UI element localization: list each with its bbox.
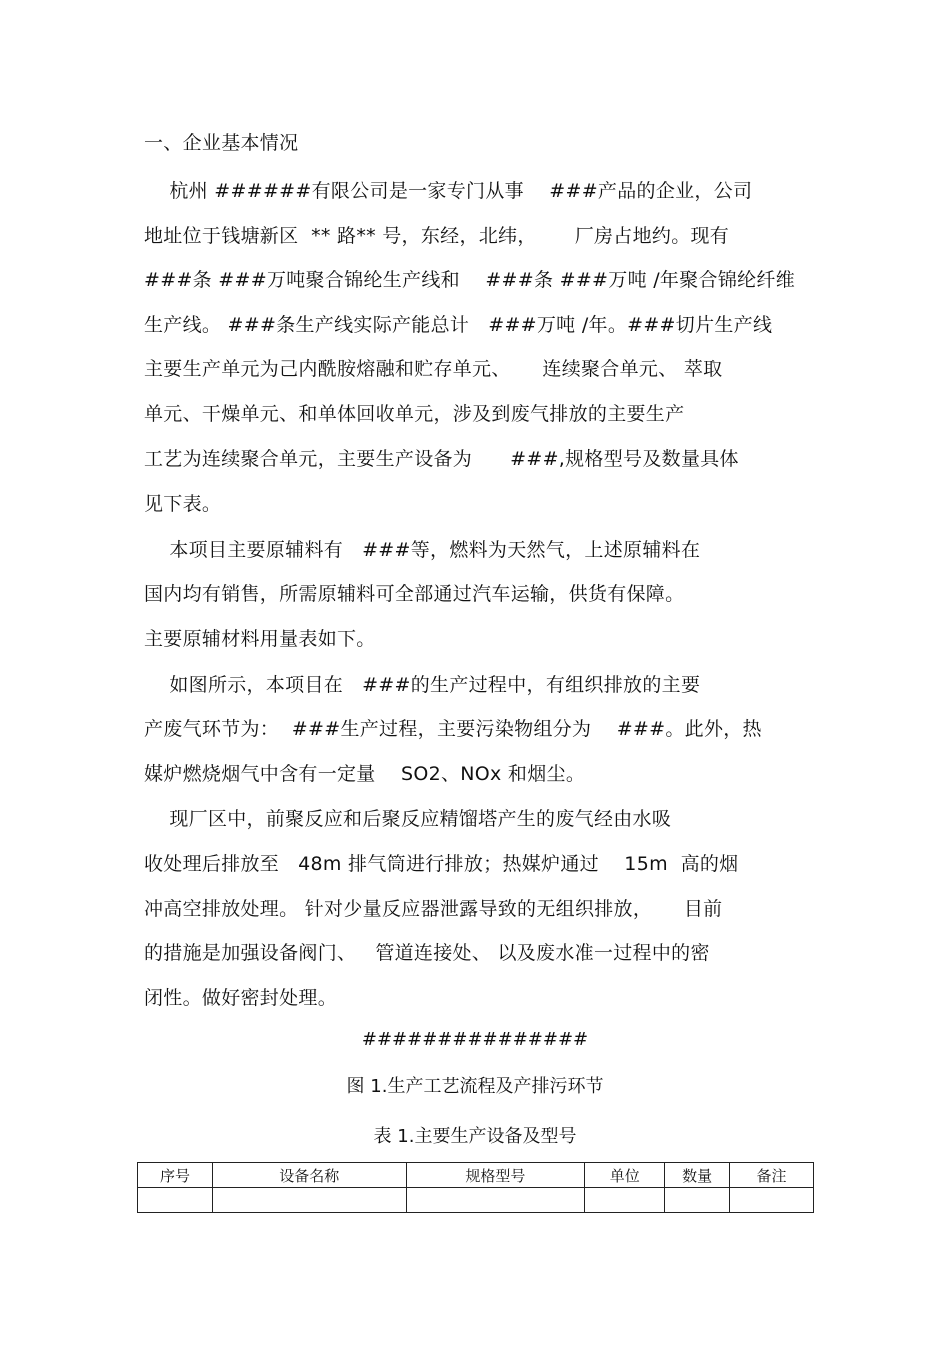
- paragraph-line: 国内均有销售，所需原辅料可全部通过汽车运输，供货有保障。: [144, 583, 685, 605]
- paragraph-line: 收处理后排放至 48m 排气筒进行排放；热媒炉通过 15m 高的烟: [144, 853, 739, 875]
- paragraph-line: ###条 ###万吨聚合锦纶生产线和 ###条 ###万吨 /年聚合锦纶纤维: [144, 269, 796, 291]
- paragraph-line: 产废气环节为： ###生产过程，主要污染物组分为 ###。此外，热: [144, 718, 762, 740]
- paragraph-line: 地址位于钱塘新区 ** 路** 号，东经，北纬， 厂房占地约。现有: [144, 225, 730, 247]
- figure-placeholder: ###############: [361, 1029, 589, 1050]
- table-header-cell: 设备名称: [212, 1163, 406, 1188]
- table-row: [138, 1188, 814, 1213]
- paragraph-line: 杭州 ######有限公司是一家专门从事 ###产品的企业，公司: [144, 180, 753, 202]
- section-heading: 一、企业基本情况: [144, 132, 299, 154]
- table-header-row: [138, 1163, 814, 1188]
- paragraph-line: 如图所示，本项目在 ###的生产过程中，有组织排放的主要: [144, 674, 701, 696]
- paragraph-line: 主要原辅材料用量表如下。: [144, 628, 376, 650]
- paragraph-line: 主要生产单元为己内酰胺熔融和贮存单元、 连续聚合单元、 萃取: [144, 358, 723, 380]
- paragraph-line: 生产线。 ###条生产线实际产能总计 ###万吨 /年。###切片生产线: [144, 314, 773, 336]
- table-header-cell: 备注: [730, 1163, 814, 1188]
- figure-caption: 图 1.生产工艺流程及产排污环节: [346, 1076, 604, 1097]
- table-cell: [585, 1188, 665, 1213]
- paragraph-line: 闭性。做好密封处理。: [144, 987, 338, 1009]
- table-caption: 表 1.主要生产设备及型号: [373, 1126, 577, 1147]
- paragraph-line: 冲高空排放处理。 针对少量反应器泄露导致的无组织排放， 目前: [144, 898, 723, 920]
- table-cell: [730, 1188, 814, 1213]
- table-header-cell: 序号: [138, 1163, 213, 1188]
- table-header-cell: 单位: [585, 1163, 665, 1188]
- table-cell: [665, 1188, 730, 1213]
- paragraph-line: 的措施是加强设备阀门、 管道连接处、 以及废水准一过程中的密: [144, 942, 710, 964]
- paragraph-line: 本项目主要原辅料有 ###等，燃料为天然气，上述原辅料在: [144, 539, 701, 561]
- table-header-cell: 规格型号: [406, 1163, 585, 1188]
- table-cell: [138, 1188, 213, 1213]
- table-header-cell: 数量: [665, 1163, 730, 1188]
- table-cell: [406, 1188, 585, 1213]
- table-cell: [212, 1188, 406, 1213]
- equipment-table: [137, 1162, 814, 1213]
- paragraph-line: 见下表。: [144, 493, 222, 515]
- paragraph-line: 工艺为连续聚合单元，主要生产设备为 ###,规格型号及数量具体: [144, 448, 739, 470]
- paragraph-line: 现厂区中，前聚反应和后聚反应精馏塔产生的废气经由水吸: [144, 808, 672, 830]
- paragraph-line: 媒炉燃烧烟气中含有一定量 SO2、NOx 和烟尘。: [144, 763, 586, 785]
- paragraph-line: 单元、干燥单元、和单体回收单元，涉及到废气排放的主要生产: [144, 403, 685, 425]
